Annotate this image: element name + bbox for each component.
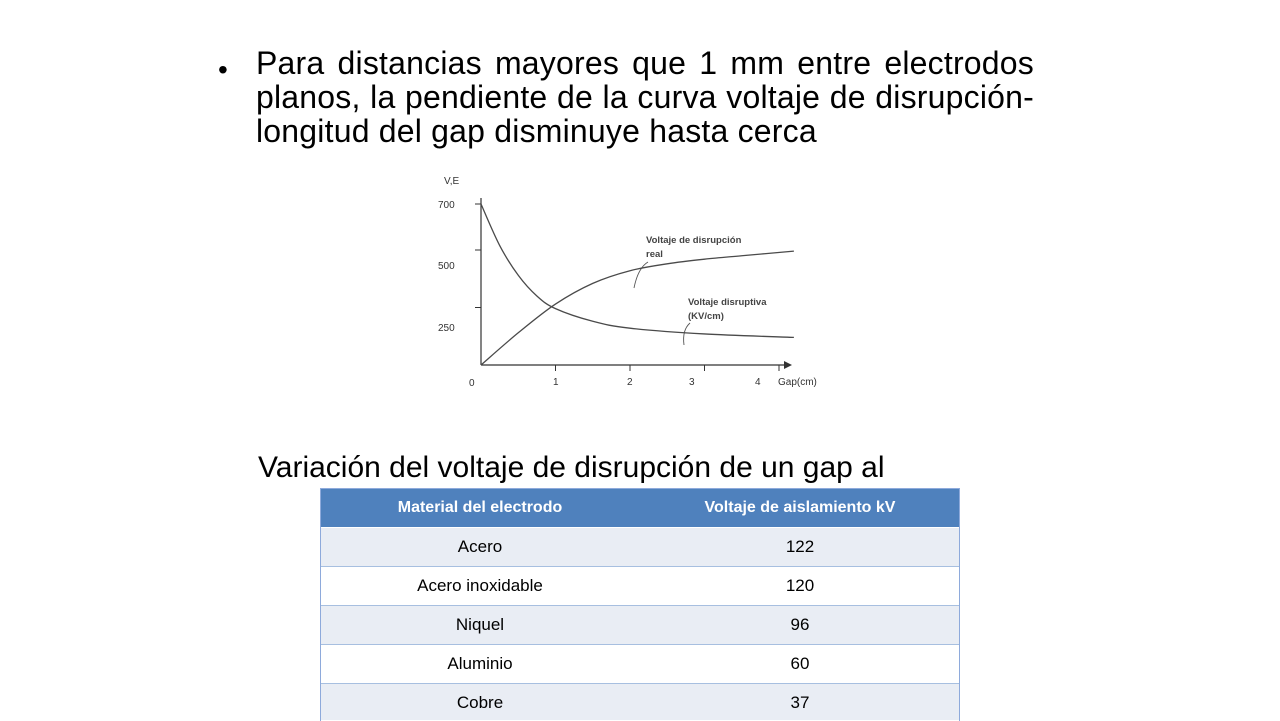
x-axis-label: Gap(cm) [778,377,817,388]
figure-caption: Variación del voltaje de disrupción de un gap al [258,451,885,484]
annotation-field: Voltaje disruptiva [688,297,767,308]
x-axis-arrow [784,361,792,369]
chart-svg [420,168,860,400]
table-cell-material: Acero [320,528,640,567]
annotation-field-leader [684,323,690,345]
table-row [320,528,960,567]
table-cell-voltage: 60 [640,645,960,684]
table-row [320,645,960,684]
bullet-text: Para distancias mayores que 1 mm entre electrodos planos, la pendiente de la curva voltaje de disrupción-longitud del gap disminuye hasta cerca [256,45,1034,149]
table-cell-material: Niquel [320,606,640,645]
x-tick-label: 1 [553,377,559,388]
series-line-breakdown-field [481,204,794,337]
x-tick-label: 3 [689,377,695,388]
table-cell-voltage: 96 [640,606,960,645]
gap-breakdown-chart [420,168,860,400]
bullet-marker: • [218,54,228,85]
y-tick-label: 250 [438,323,455,334]
x-tick-label: 2 [627,377,633,388]
y-tick-label: 500 [438,261,455,272]
column-header: Material del electrodo [320,488,640,528]
series-line-real-breakdown-voltage [481,251,794,365]
y-tick-label: 700 [438,200,455,211]
table-cell-voltage: 122 [640,528,960,567]
annotation-real-2: real [646,249,663,260]
table-row [320,567,960,606]
annotation-real: Voltaje de disrupción [646,235,742,246]
table-cell-material: Aluminio [320,645,640,684]
table-row [320,684,960,721]
column-header: Voltaje de aislamiento kV [640,488,960,528]
annotation-real-leader [634,262,648,288]
table-cell-material: Cobre [320,684,640,721]
data-table [320,488,960,720]
electrode-table [320,488,960,720]
annotation-field-2: (KV/cm) [688,311,724,322]
origin-label: 0 [469,378,475,389]
table-cell-voltage: 37 [640,684,960,721]
x-tick-label: 4 [755,377,761,388]
table-header-row [320,488,960,528]
table-cell-voltage: 120 [640,567,960,606]
table-cell-material: Acero inoxidable [320,567,640,606]
y-axis-label: V,E [444,176,460,187]
table-row [320,606,960,645]
